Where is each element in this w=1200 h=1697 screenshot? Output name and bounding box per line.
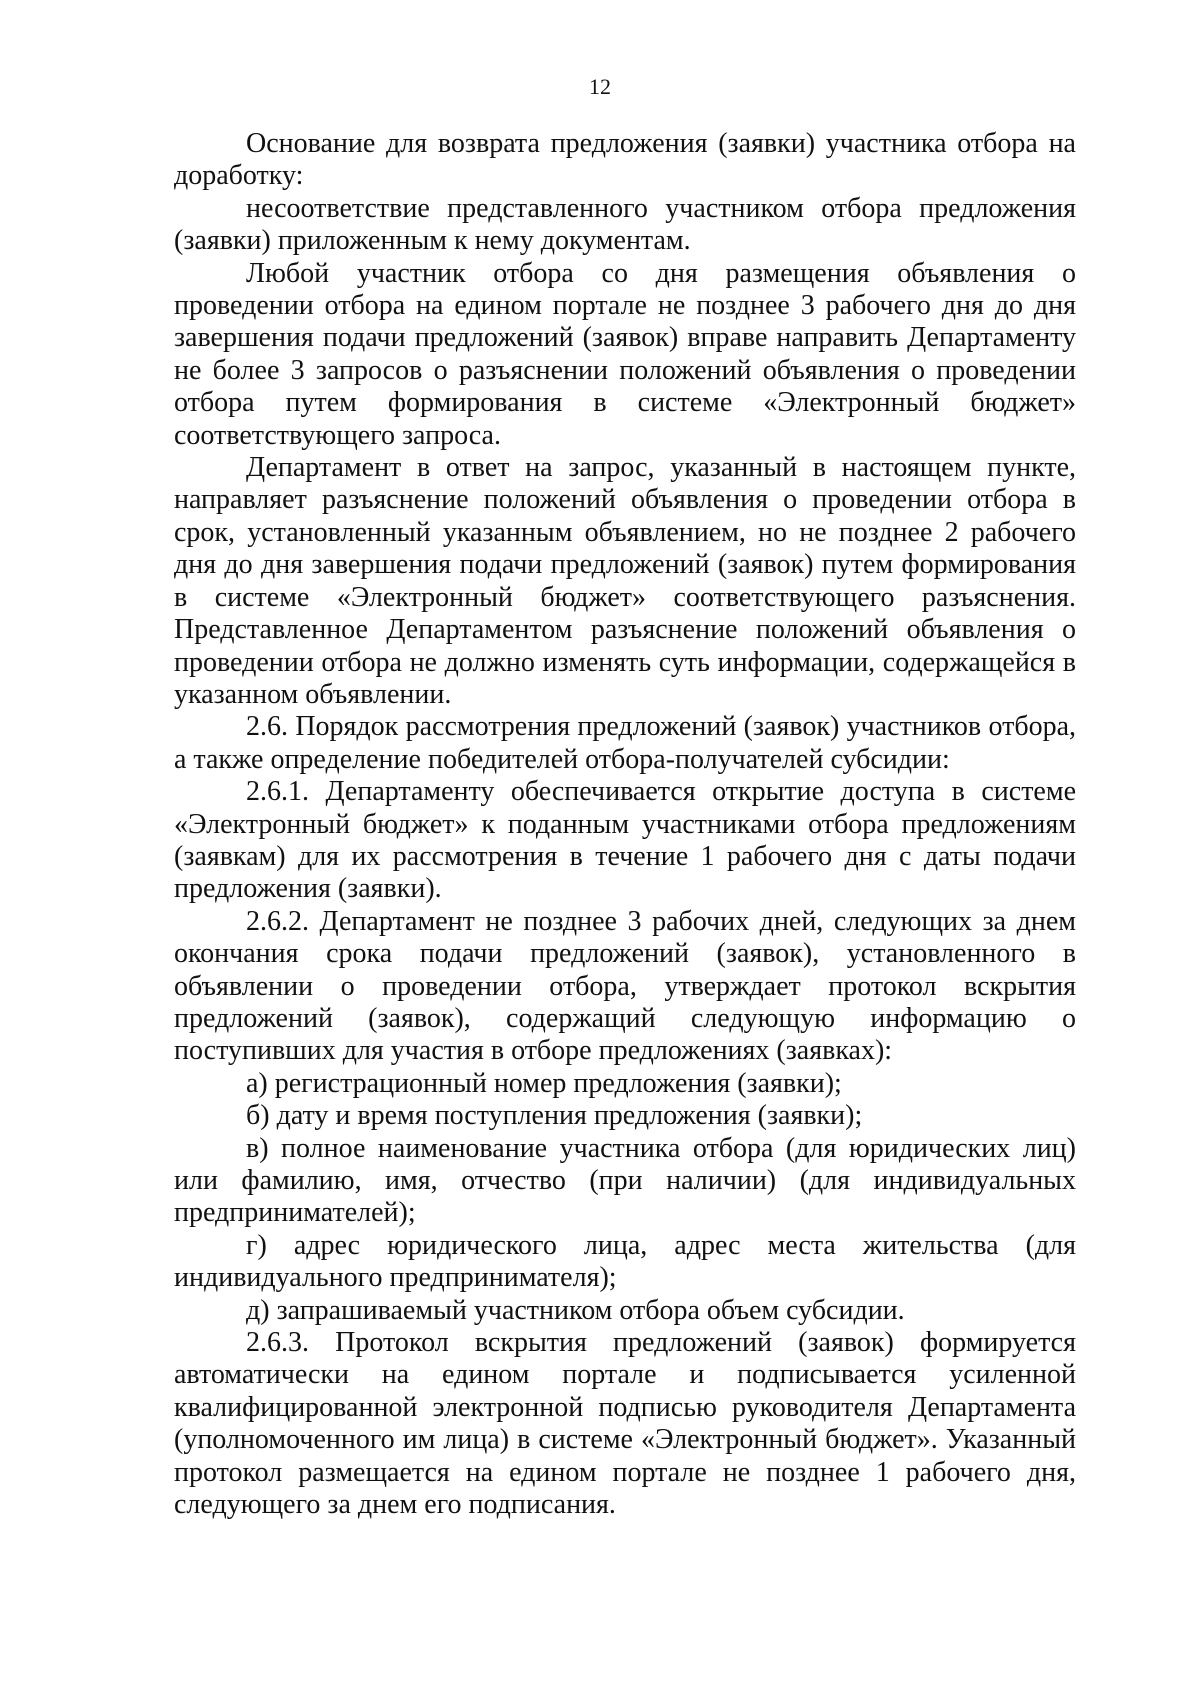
paragraph-section-2-6-1: 2.6.1. Департаменту обеспечивается открытие доступа в системе «Электронный бюджет» к поданным участниками отбора предложениям (заявкам) для их рассмотрения в течение 1 рабочего дня с даты подачи предложения (заявки). xyxy=(174,776,1076,905)
page-number: 12 xyxy=(589,74,611,99)
list-item-b: б) дату и время поступления предложения (заявки); xyxy=(246,1100,863,1132)
list-item-a: а) регистрационный номер предложения (заявки); xyxy=(246,1067,842,1099)
list-item-v: в) полное наименование участника отбора (для юридических лиц) или фамилию, имя, отчество (при наличии) (для индивидуальных предпринимателей); xyxy=(174,1132,1076,1229)
paragraph-section-2-6-2: 2.6.2. Департамент не позднее 3 рабочих дней, следующих за днем окончания срока подачи предложений (заявок), установленного в объявлении о проведении отбора, утверждает протокол вскрытия предложений (заявок), содержащий следующую информацию о поступивших для участия в отборе предложениях (заявках): xyxy=(174,905,1076,1067)
paragraph-clarification-requests: Любой участник отбора со дня размещения объявления о проведении отбора на едином портале не позднее 3 рабочего дня до дня завершения подачи предложений (заявок) вправе направить Департаменту не более 3 запросов о разъяснении положений объявления о проведении отбора путем формирования в системе «Электронный бюджет» соответствующего запроса. xyxy=(174,257,1076,451)
paragraph-department-response: Департамент в ответ на запрос, указанный в настоящем пункте, направляет разъяснение положений объявления о проведении отбора в срок, установленный указанным объявлением, но не позднее 2 рабочего дня до дня завершения подачи предложений (заявок) путем формирования в системе «Электронный бюджет» соответствующего разъяснения. Представленное Департаментом разъяснение положений объявления о проведении отбора не должно изменять суть информации, содержащейся в указанном объявлении. xyxy=(174,452,1076,710)
list-item-g: г) адрес юридического лица, адрес места жительства (для индивидуального предпринимателя); xyxy=(174,1229,1076,1294)
list-item-d: д) запрашиваемый участником отбора объем субсидии. xyxy=(246,1294,905,1326)
paragraph-mismatch: несоответствие представленного участником отбора предложения (заявки) приложенным к нему документам. xyxy=(174,192,1076,257)
paragraph-return-grounds: Основание для возврата предложения (заявки) участника отбора на доработку: xyxy=(174,128,1076,192)
document-body xyxy=(174,128,1076,1521)
paragraph-section-2-6-3: 2.6.3. Протокол вскрытия предложений (заявок) формируется автоматически на едином портале и подписывается усиленной квалифицированной электронной подписью руководителя Департамента (уполномоченного им лица) в системе «Электронный бюджет». Указанный протокол размещается на едином портале не позднее 1 рабочего дня, следующего за днем его подписания. xyxy=(174,1327,1076,1521)
paragraph-section-2-6: 2.6. Порядок рассмотрения предложений (заявок) участников отбора, а также определение победителей отбора-получателей субсидии: xyxy=(174,711,1076,775)
